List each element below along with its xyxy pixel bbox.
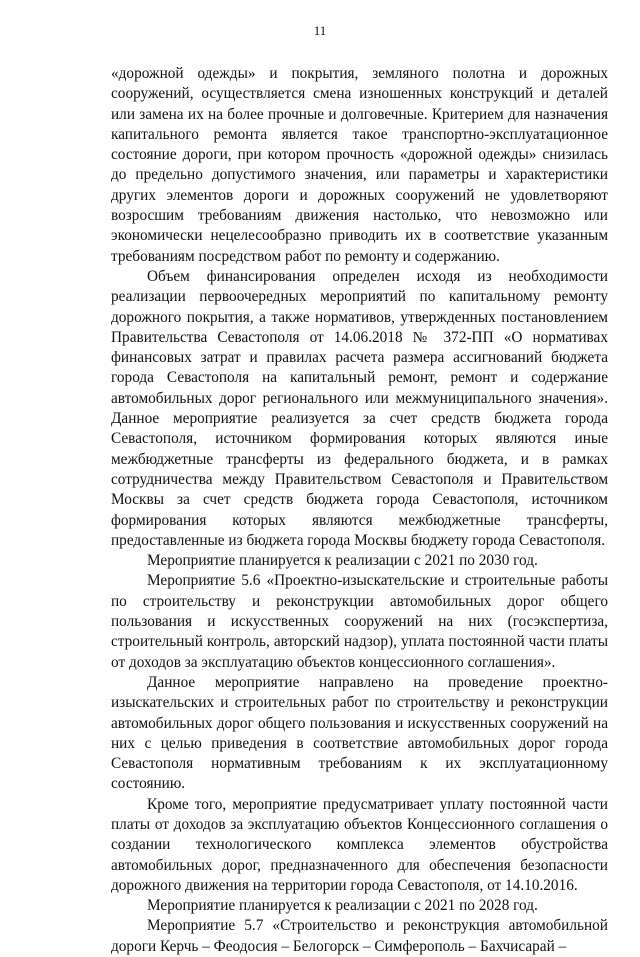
document-body xyxy=(111,64,608,957)
paragraph-measure-5-6: Мероприятие 5.6 «Проектно-изыскательские и строительные работы по строительству и реконструкции автомобильных дорог общего пользования и искусственных сооружений на них (госэкспертиза, строительный контроль, авторский надзор), уплата постоянной части платы от доходов за эксплуатацию объектов концессионного соглашения». xyxy=(111,572,608,671)
page-number: 11 xyxy=(313,23,327,38)
paragraph-concession-payment: Кроме того, мероприятие предусматривает уплату постоянной части платы от доходов за эксплуатацию объектов Концессионного соглашения о создании технологического комплекса элементов обустройства автомобильных дорог, предназначенного для обеспечения безопасности дорожного движения на территории города Севастополя, от 14.10.2016. xyxy=(111,795,608,894)
paragraph-measure-5-7: Мероприятие 5.7 «Строительство и реконструкция автомобильной дороги Керчь – Феодосия – Белогорск – Симферополь – Бахчисарай – xyxy=(111,917,608,955)
paragraph-schedule-2021-2028: Мероприятие планируется к реализации с 2021 по 2028 год. xyxy=(147,897,538,915)
paragraph-capital-repair-continued: «дорожной одежды» и покрытия, земляного полотна и дорожных сооружений, осуществляется смена изношенных конструкций и деталей или замена их на более прочные и долговечные. Критерием для назначения капитального ремонта является такое транспортно-эксплуатационное состояние дороги, при котором прочность «дорожной одежды» снизилась до предельно допустимого значения, или параметры и характеристики других элементов дороги и дорожных сооружений не удовлетворяют возросшим требованиям движения настолько, что невозможно или экономически нецелесообразно приводить их в соответствие указанным требованиям посредством работ по ремонту и содержанию. xyxy=(111,65,608,265)
paragraph-financing-volume: Объем финансирования определен исходя из необходимости реализации первоочередных мероприятий по капитальному ремонту дорожного покрытия, а также нормативов, утвержденных постановлением Правительства Севастополя от 14.06.2018 № 372-ПП «О нормативах финансовых затрат и правилах расчета размера ассигнований бюджета города Севастополя на капитальный ремонт, ремонт и содержание автомобильных дорог регионального или межмуниципального значения». Данное мероприятие реализуется за счет средств бюджета города Севастополя, источником формирования которых являются иные межбюджетные трансферты из федерального бюджета, и в рамках сотрудничества между Правительством Севастополя и Правительством Москвы за счет средств бюджета города Севастополя, источником формирования которых являются межбюджетные трансферты, предоставленные из бюджета города Москвы бюджету города Севастополя. xyxy=(111,267,608,549)
paragraph-schedule-2021-2030: Мероприятие планируется к реализации с 2021 по 2030 год. xyxy=(147,552,538,570)
paragraph-measure-5-6-purpose: Данное мероприятие направлено на проведение проектно-изыскательских и строительных работ по строительству и реконструкции автомобильных дорог общего пользования и искусственных сооружений на них с целью приведения в соответствие автомобильных дорог города Севастополя нормативным требованиям к их эксплуатационному состоянию. xyxy=(111,673,608,793)
